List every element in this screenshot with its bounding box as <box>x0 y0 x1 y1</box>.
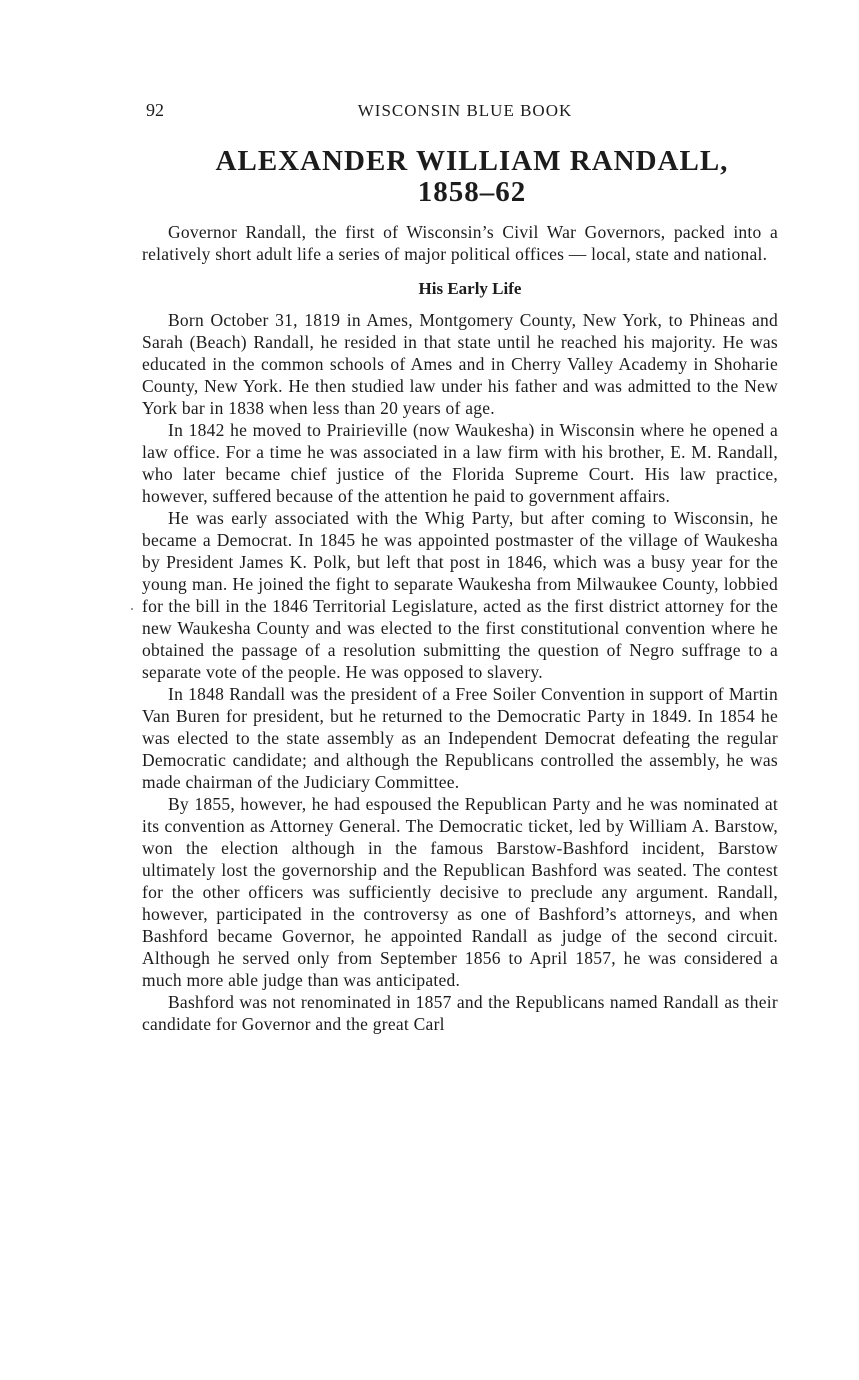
body-paragraph: Born October 31, 1819 in Ames, Montgomery County, New York, to Phineas and Sarah (Beach) Randall, he resided in that state until he reached his majority. He was educated in the common schools of Ames and in Cherry Valley Academy in Shoharie County, New York. He then studied law under his father and was admitted to the New York bar in 1838 when less than 20 years of age. <box>142 310 778 418</box>
body-paragraph: In 1842 he moved to Prairieville (now Waukesha) in Wisconsin where he opened a law office. For a time he was associated in a law firm with his brother, E. M. Randall, who later became chief justice of the Florida Supreme Court. His law practice, however, suffered because of the attention he paid to government affairs. <box>142 420 778 506</box>
article-title-years: 1858–62 <box>417 176 527 208</box>
body-paragraph: Bashford was not renominated in 1857 and the Republicans named Randall as their candidate for Governor and the great Carl <box>142 992 778 1034</box>
article-title <box>142 146 778 208</box>
running-header <box>142 96 778 126</box>
scan-speck <box>131 608 133 610</box>
book-title: WISCONSIN BLUE BOOK <box>357 101 573 120</box>
document-page <box>142 96 778 1035</box>
page-number: 92 <box>146 100 164 120</box>
body-paragraph: He was early associated with the Whig Party, but after coming to Wisconsin, he became a Democrat. In 1845 he was appointed postmaster of the village of Waukesha by President James K. Polk, but left that post in 1846, which was a busy year for the young man. He joined the fight to separate Waukesha from Milwaukee County, lobbied for the bill in the 1846 Territorial Legislature, acted as the first district attorney for the new Waukesha County and was elected to the first constitutional convention where he obtained the passage of a resolution submitting the question of Negro suffrage to a separate vote of the people. He was opposed to slavery. <box>142 508 778 682</box>
intro-paragraph: Governor Randall, the first of Wisconsin’s Civil War Governors, packed into a relatively short adult life a series of major political offices — local, state and national. <box>142 222 778 264</box>
section-heading: His Early Life <box>418 279 522 298</box>
body-paragraph: By 1855, however, he had espoused the Republican Party and he was nominated at its convention as Attorney General. The Democratic ticket, led by William A. Barstow, won the election although in the famous Barstow-Bashford incident, Barstow ultimately lost the governorship and the Republican Bashford was seated. The contest for the other officers was sufficiently decisive to preclude any argument. Randall, however, participated in the controversy as one of Bashford’s attorneys, and when Bashford became Governor, he appointed Randall as judge of the second circuit. Although he served only from September 1856 to April 1857, he was considered a much more able judge than was anticipated. <box>142 794 778 990</box>
body-paragraph: In 1848 Randall was the president of a Free Soiler Convention in support of Martin Van Buren for president, but he returned to the Democratic Party in 1849. In 1854 he was elected to the state assembly as an Independent Democrat defeating the regular Democratic candidate; and although the Republicans controlled the assembly, he was made chairman of the Judiciary Committee. <box>142 684 778 792</box>
article-title-name: ALEXANDER WILLIAM RANDALL, <box>215 145 729 177</box>
